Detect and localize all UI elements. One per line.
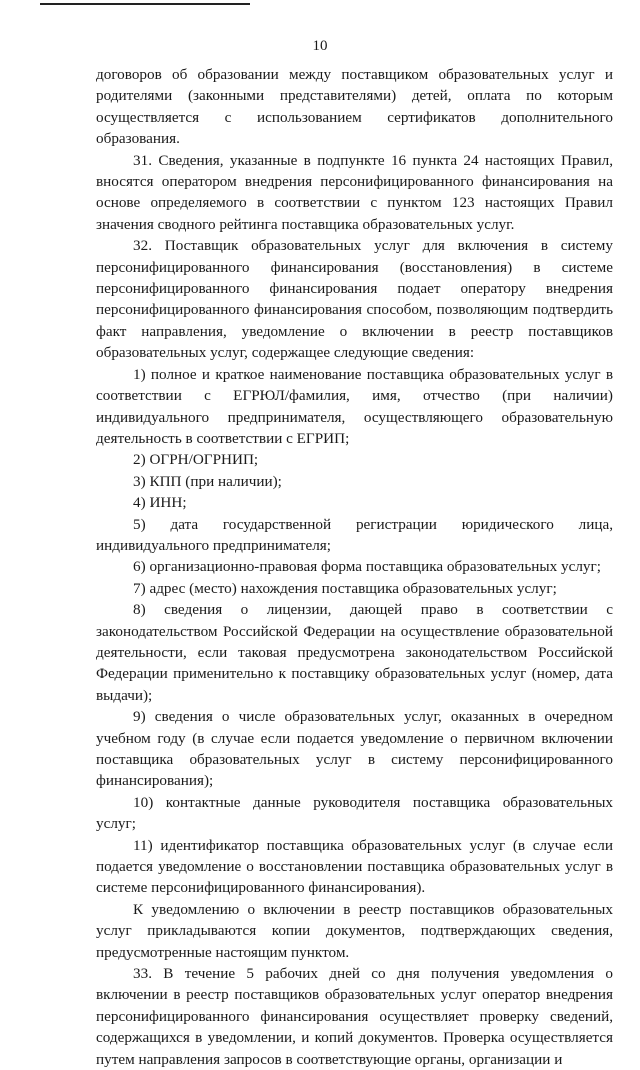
paragraph: 5) дата государственной регистрации юридического лица, индивидуального предпринимателя; [96,515,613,554]
top-edge-mark [40,3,250,5]
paragraph: 1) полное и краткое наименование поставщика образовательных услуг в соответствии с ЕГРЮЛ/фамилия, имя, отчество (при наличии) индивидуального предпринимателя, осуществляющего образовательную деятельность в соответствии с ЕГРИП; [96,365,613,447]
paragraph: 33. В течение 5 рабочих дней со дня получения уведомления о включении в реестр поставщиков образовательных услуг оператор внедрения персонифицированного финансирования осуществляет проверку сведений, содержащихся в уведомлении, и копий документов. Проверка осуществляется путем направления запросов в соответствующие органы, организации и [96,965,613,1068]
paragraph: договоров об образовании между поставщиком образовательных услуг и родителями (законными представителями) детей, оплата по которым осуществляется с использованием сертификатов дополнительного образования. [96,66,613,148]
page-number: 10 [312,38,328,54]
paragraph: 3) КПП (при наличии); [133,472,282,490]
paragraph: 10) контактные данные руководителя поставщика образовательных услуг; [96,793,613,833]
paragraph: 9) сведения о числе образовательных услуг, оказанных в очередном учебном году (в случае если подается уведомление о первичном включении поставщика образовательных услуг в систему персонифицированного финансирования); [96,708,613,790]
paragraph: 11) идентификатор поставщика образовательных услуг (в случае если подается уведомление о восстановлении поставщика образовательных услуг в системе персонифицированного финансирования). [96,836,613,897]
paragraph: К уведомлению о включении в реестр поставщиков образовательных услуг прикладываются копии документов, подтверждающих сведения, предусмотренные настоящим пунктом. [96,900,613,961]
document-body [96,64,613,1070]
paragraph: 31. Сведения, указанные в подпункте 16 пункта 24 настоящих Правил, вносятся оператором внедрения персонифицированного финансирования на основе определяемого в соответствии с пунктом 123 настоящих Правил значения сводного рейтинга поставщика образовательных услуг. [96,151,613,233]
paragraph: 32. Поставщик образовательных услуг для включения в систему персонифицированного финансирования (восстановления) в системе персонифицированного финансирования подает оператору внедрения персонифицированного финансирования способом, позволяющим подтвердить факт направления, уведомление о включении в реестр поставщиков образовательных услуг, содержащее следующие сведения: [96,237,613,362]
paragraph: 6) организационно-правовая форма поставщика образовательных услуг; [133,558,601,576]
paragraph: 2) ОГРН/ОГРНИП; [133,451,259,469]
paragraph: 4) ИНН; [133,494,187,512]
paragraph: 7) адрес (место) нахождения поставщика образовательных услуг; [133,579,557,597]
paragraph: 8) сведения о лицензии, дающей право в соответствии с законодательством Российской Федерации на осуществление образовательной деятельности, если таковая предусмотрена законодательством Российской Федерации применительно к поставщику образовательных услуг (номер, дата выдачи); [96,601,613,704]
